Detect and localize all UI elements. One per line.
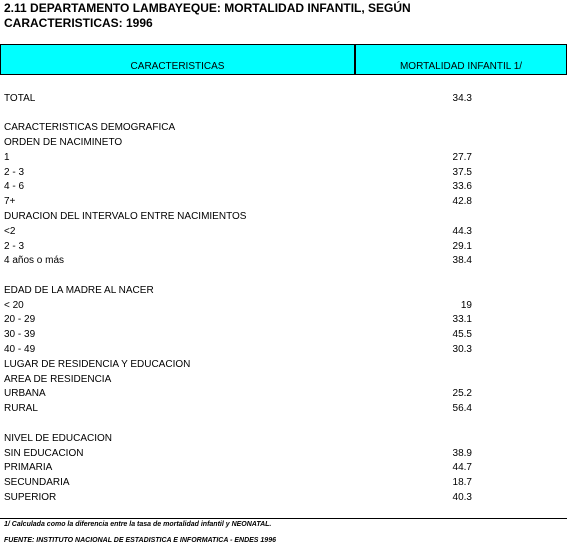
row-label: 40 - 49: [4, 344, 36, 355]
title-line-2: CARACTERISTICAS: 1996: [4, 16, 153, 30]
row-label: < 20: [4, 300, 24, 311]
footnote: 1/ Calculada como la diferencia entre la tasa de mortalidad infantil y NEONATAL.: [4, 521, 272, 528]
row-label: LUGAR DE RESIDENCIA Y EDUCACION: [4, 359, 191, 370]
row-label: NIVEL DE EDUCACION: [4, 433, 112, 444]
header-col-caracteristicas: CARACTERISTICAS: [130, 61, 225, 72]
table-row: [0, 225, 568, 239]
row-value: 33.6: [452, 181, 472, 192]
source-note: FUENTE: INSTITUTO NACIONAL DE ESTADISTICA E INFORMATICA - ENDES 1996: [4, 537, 276, 544]
table-row: [0, 210, 568, 224]
row-label: RURAL: [4, 403, 38, 414]
row-label: TOTAL: [4, 93, 36, 104]
row-label: SIN EDUCACION: [4, 448, 84, 459]
header-col-mortalidad: MORTALIDAD INFANTIL 1/: [399, 61, 523, 72]
table-row: [0, 387, 568, 401]
table-row: [0, 432, 568, 446]
row-label: AREA DE RESIDENCIA: [4, 374, 112, 385]
row-value: 27.7: [452, 152, 472, 163]
row-label: URBANA: [4, 388, 46, 399]
row-value: 18.7: [452, 477, 472, 488]
row-value: 29.1: [452, 241, 472, 252]
row-label: EDAD DE LA MADRE AL NACER: [4, 285, 154, 296]
row-value: 33.1: [452, 314, 472, 325]
row-value: 38.4: [452, 255, 472, 266]
title-line-1: 2.11 DEPARTAMENTO LAMBAYEQUE: MORTALIDAD INFANTIL, SEGÚN: [4, 1, 411, 15]
row-value: 38.9: [452, 448, 472, 459]
row-label: 4 años o más: [4, 255, 65, 266]
row-value: 25.2: [452, 388, 472, 399]
row-label: 7+: [4, 196, 16, 207]
row-label: CARACTERISTICAS DEMOGRAFICA: [4, 122, 176, 133]
table-row: [0, 447, 568, 461]
row-label: DURACION DEL INTERVALO ENTRE NACIMIENTOS: [4, 211, 247, 222]
row-label: 20 - 29: [4, 314, 36, 325]
row-label: <2: [4, 226, 16, 237]
row-value: 44.3: [452, 226, 472, 237]
table-row: [0, 92, 568, 106]
row-label: SECUNDARIA: [4, 477, 70, 488]
table-row: [0, 166, 568, 180]
table-row: [0, 373, 568, 387]
table-row: [0, 284, 568, 298]
row-value: 37.5: [452, 167, 472, 178]
row-value: 44.7: [452, 462, 472, 473]
row-label: 4 - 6: [4, 181, 25, 192]
row-value: 56.4: [452, 403, 472, 414]
row-label: 2 - 3: [4, 241, 25, 252]
table-row: [0, 299, 568, 313]
row-value: 19: [460, 300, 472, 311]
table-title: [4, 1, 411, 31]
table-row: [0, 476, 568, 490]
table-row: [0, 254, 568, 268]
table-row: [0, 240, 568, 254]
row-label: 2 - 3: [4, 167, 25, 178]
table-row: [0, 328, 568, 342]
table-row: [0, 461, 568, 475]
footer-rule: [0, 518, 567, 519]
row-label: 30 - 39: [4, 329, 36, 340]
row-value: 42.8: [452, 196, 472, 207]
table-row: [0, 402, 568, 416]
row-value: 30.3: [452, 344, 472, 355]
row-value: 45.5: [452, 329, 472, 340]
table-row: [0, 313, 568, 327]
table-row: [0, 195, 568, 209]
row-label: PRIMARIA: [4, 462, 53, 473]
table-row: [0, 491, 568, 505]
row-value: 40.3: [452, 492, 472, 503]
table-row: [0, 180, 568, 194]
row-label: 1: [4, 152, 10, 163]
table-row: [0, 136, 568, 150]
table-row: [0, 343, 568, 357]
row-value: 34.3: [452, 93, 472, 104]
table-row: [0, 151, 568, 165]
table-row: [0, 121, 568, 135]
table-row: [0, 358, 568, 372]
row-label: ORDEN DE NACIMINETO: [4, 137, 123, 148]
row-label: SUPERIOR: [4, 492, 57, 503]
table-header: [0, 44, 567, 75]
